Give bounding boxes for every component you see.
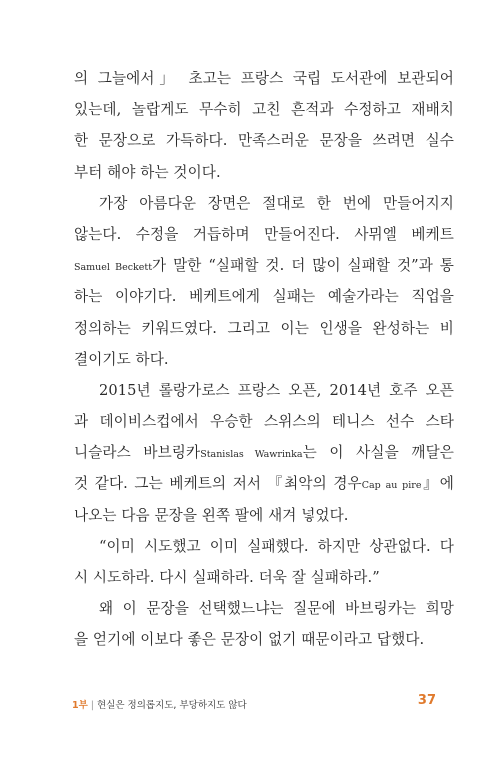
- paragraph-3: [74, 375, 454, 531]
- text-fragment: 』에: [421, 475, 454, 493]
- running-footer: [72, 697, 247, 711]
- text-fragment: 것 같다. 그는 베케트의 저서 『최악의 경우: [74, 475, 362, 493]
- body-text: [74, 63, 454, 656]
- text-line: 않는다. 수정을 거듭하며 만들어진다. 사뮈엘 베케트: [74, 225, 454, 243]
- text-line: 의 그늘에서」 초고는 프랑스 국립 도서관에 보관되어: [74, 70, 454, 87]
- text-line: 한 문장으로 가득하다. 만족스러운 문장을 쓰려면 실수: [74, 132, 454, 150]
- text-line: 을 얻기에 이보다 좋은 문장이 없기 때문이라고 답했다.: [74, 631, 425, 649]
- page-number: 37: [417, 693, 436, 708]
- text-fragment: 는 이 사실을 깨달은: [302, 444, 454, 462]
- text-fragment: 니슬라스 바브링카: [74, 444, 201, 462]
- book-title-latin: Cap au pire: [361, 480, 422, 492]
- paragraph-2: [74, 188, 454, 375]
- author-name-latin: Samuel Beckett: [74, 262, 153, 274]
- paragraph-4-quote: [74, 531, 454, 593]
- page-footer: [72, 693, 436, 715]
- text-line: 하는 이야기다. 베케트에게 실패는 예술가라는 직업을: [74, 288, 454, 306]
- text-line: 시 시도하라. 다시 실패하라. 더욱 잘 실패하라.”: [74, 569, 380, 586]
- text-fragment: 가 말한 “실패할 것. 더 많이 실패할 것”과 통: [152, 257, 454, 275]
- part-label: 1부: [72, 700, 88, 711]
- text-line: 2015년 롤랑가로스 프랑스 오픈, 2014년 호주 오픈: [99, 381, 454, 399]
- text-line: [74, 437, 454, 468]
- paragraph-5: [74, 593, 454, 655]
- chapter-title: 현실은 정의롭지도, 부당하지도 않다: [97, 700, 247, 711]
- footer-separator: |: [90, 700, 94, 711]
- text-line: 가장 아름다운 장면은 절대로 한 번에 만들어지지: [99, 194, 454, 212]
- text-line: “이미 시도했고 이미 실패했다. 하지만 상관없다. 다: [99, 537, 454, 555]
- paragraph-1: [74, 63, 454, 188]
- text-line: 있는데, 놀랍게도 무수히 고친 흔적과 수정하고 재배치: [74, 101, 454, 119]
- text-line: 정의하는 키워드였다. 그리고 이는 인생을 완성하는 비: [74, 319, 454, 337]
- text-line: [74, 468, 454, 499]
- text-line: [74, 250, 454, 281]
- text-line: 왜 이 문장을 선택했느냐는 질문에 바브링카는 희망: [99, 600, 454, 618]
- player-name-latin: Stanislas Wawrinka: [200, 449, 303, 461]
- text-line: 결이기도 하다.: [74, 350, 169, 368]
- text-line: 부터 해야 하는 것이다.: [74, 163, 221, 181]
- text-line: 나오는 다음 문장을 왼쪽 팔에 새겨 넣었다.: [74, 506, 349, 524]
- text-line: 과 데이비스컵에서 우승한 스위스의 테니스 선수 스타: [74, 413, 454, 431]
